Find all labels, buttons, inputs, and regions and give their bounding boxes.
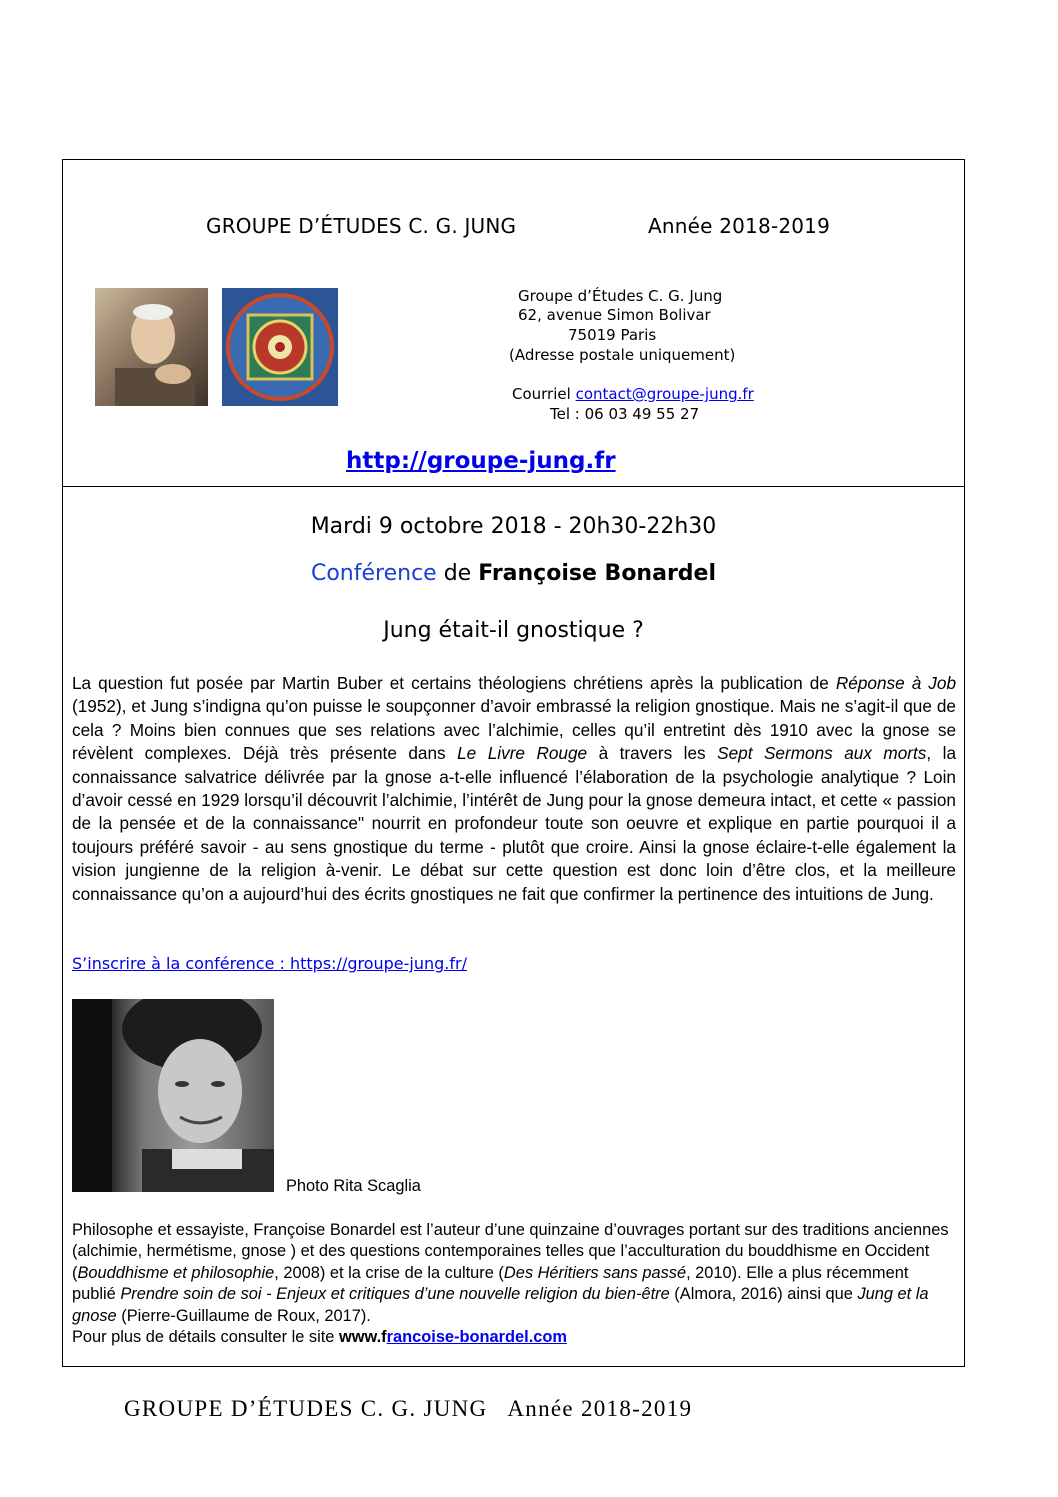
desc-text-1: La question fut posée par Martin Buber et certains théologiens chrétiens après la publication de <box>72 673 829 693</box>
conference-title: Jung était-il gnostique ? <box>383 618 644 643</box>
book-title-livre-rouge: Le Livre Rouge <box>457 743 588 764</box>
register-link[interactable]: S’inscrire à la conférence : https://groupe-jung.fr/ <box>72 954 467 973</box>
address-line-3: 75019 Paris <box>568 326 657 344</box>
footer-year: Année 2018-2019 <box>507 1396 693 1421</box>
desc-text-2: (1952), et Jung s’indigna qu’on puisse le soupçonner d’avoir embrassé la religion gnostique. Mais ne s’agit-il que de cela ? Moins bien connues que ses relations avec l’alchimie, celles qu’il entretint dès 1910 avec la gnose se révèlent complexes. Déjà très présente dans <box>72 696 956 764</box>
footer-org: GROUPE D’ÉTUDES C. G. JUNG <box>124 1396 488 1421</box>
email-row <box>512 384 754 404</box>
address-note: (Adresse postale uniquement) <box>509 346 736 364</box>
footer <box>124 1396 692 1422</box>
book-title-reponse-a-job: Réponse à Job <box>835 673 956 693</box>
book-title-prendre-soin: Prendre soin de soi - Enjeux et critiques d’une nouvelle religion du bien-être <box>120 1285 670 1304</box>
address-line-1: Groupe d’Études C. G. Jung <box>518 287 723 305</box>
email-label: Courriel <box>512 385 571 403</box>
mandala-image <box>222 288 338 406</box>
bio-paragraph <box>72 1220 956 1348</box>
bio-text-6: Pour plus de détails consulter le site <box>72 1328 335 1347</box>
bio-text-1: Philosophe et essayiste, Françoise Bonardel est l’auteur d’une quinzaine d’ouvrages portant sur des traditions anciennes (alchimie, hermétisme, gnose ) et des questions contemporaines telles que l’acculturation du bouddhisme en Occident ( <box>72 1221 949 1282</box>
conference-label: Conférence <box>310 561 437 586</box>
bonardel-site-link[interactable]: rancoise-bonardel.com <box>386 1328 567 1347</box>
jung-portrait-image <box>95 288 208 406</box>
website-link[interactable]: http://groupe-jung.fr <box>346 448 616 474</box>
section-divider <box>62 486 965 487</box>
event-heading <box>62 561 965 586</box>
desc-text-3: à travers les <box>598 743 706 764</box>
bio-text-5: (Pierre-Guillaume de Roux, 2017). <box>121 1306 371 1325</box>
bio-text-2: , 2008) et la crise de la culture ( <box>274 1263 504 1282</box>
book-title-jung-gnose: Jung et la gnose <box>72 1285 929 1325</box>
speaker-photo <box>72 999 274 1192</box>
address-line-2: 62, avenue Simon Bolivar <box>518 306 711 324</box>
book-title-bouddhisme: Bouddhisme et philosophie <box>77 1263 275 1282</box>
de-label: de <box>443 561 472 586</box>
bio-text-3: , 2010). Elle a plus récemment publié <box>72 1263 909 1304</box>
event-date: Mardi 9 octobre 2018 - 20h30-22h30 <box>310 514 717 539</box>
bio-text-4: (Almora, 2016) ainsi que <box>674 1285 853 1304</box>
site-prefix: www.f <box>338 1328 387 1347</box>
description-paragraph <box>72 672 956 906</box>
email-link[interactable]: contact@groupe-jung.fr <box>575 385 754 403</box>
org-title: GROUPE D’ÉTUDES C. G. JUNG <box>206 214 517 238</box>
phone: Tel : 06 03 49 55 27 <box>550 405 700 423</box>
speaker-name: Françoise Bonardel <box>478 561 717 586</box>
desc-text-4: , la connaissance salvatrice délivrée par la gnose a-t-elle influencé l’élaboration de la psychologie analytique ? Loin d’avoir cessé en 1929 lorsqu’il découvrit l’alchimie, l’intérêt de Jung pour la gnose demeura intact, et cette « passion de la pensée et de la connaissance" nourrit en profondeur toute son oeuvre et explique en partie pourquoi il a toujours préféré savoir - au sens gnostique du terme - plutôt que croire. Ainsi la gnose éclaire-t-elle également la vision jungienne de la religion à-venir. Le débat sur cette question est donc loin d’être clos, et la meilleure connaissance qu’on a aujourd’hui des écrits gnostiques ne fait que confirmer la pertinence des intuitions de Jung. <box>72 743 957 904</box>
book-title-sept-sermons: Sept Sermons aux morts <box>717 743 927 764</box>
book-title-heritiers: Des Héritiers sans passé <box>503 1263 687 1282</box>
photo-credit: Photo Rita Scaglia <box>286 1177 421 1195</box>
year-title: Année 2018-2019 <box>648 214 831 238</box>
